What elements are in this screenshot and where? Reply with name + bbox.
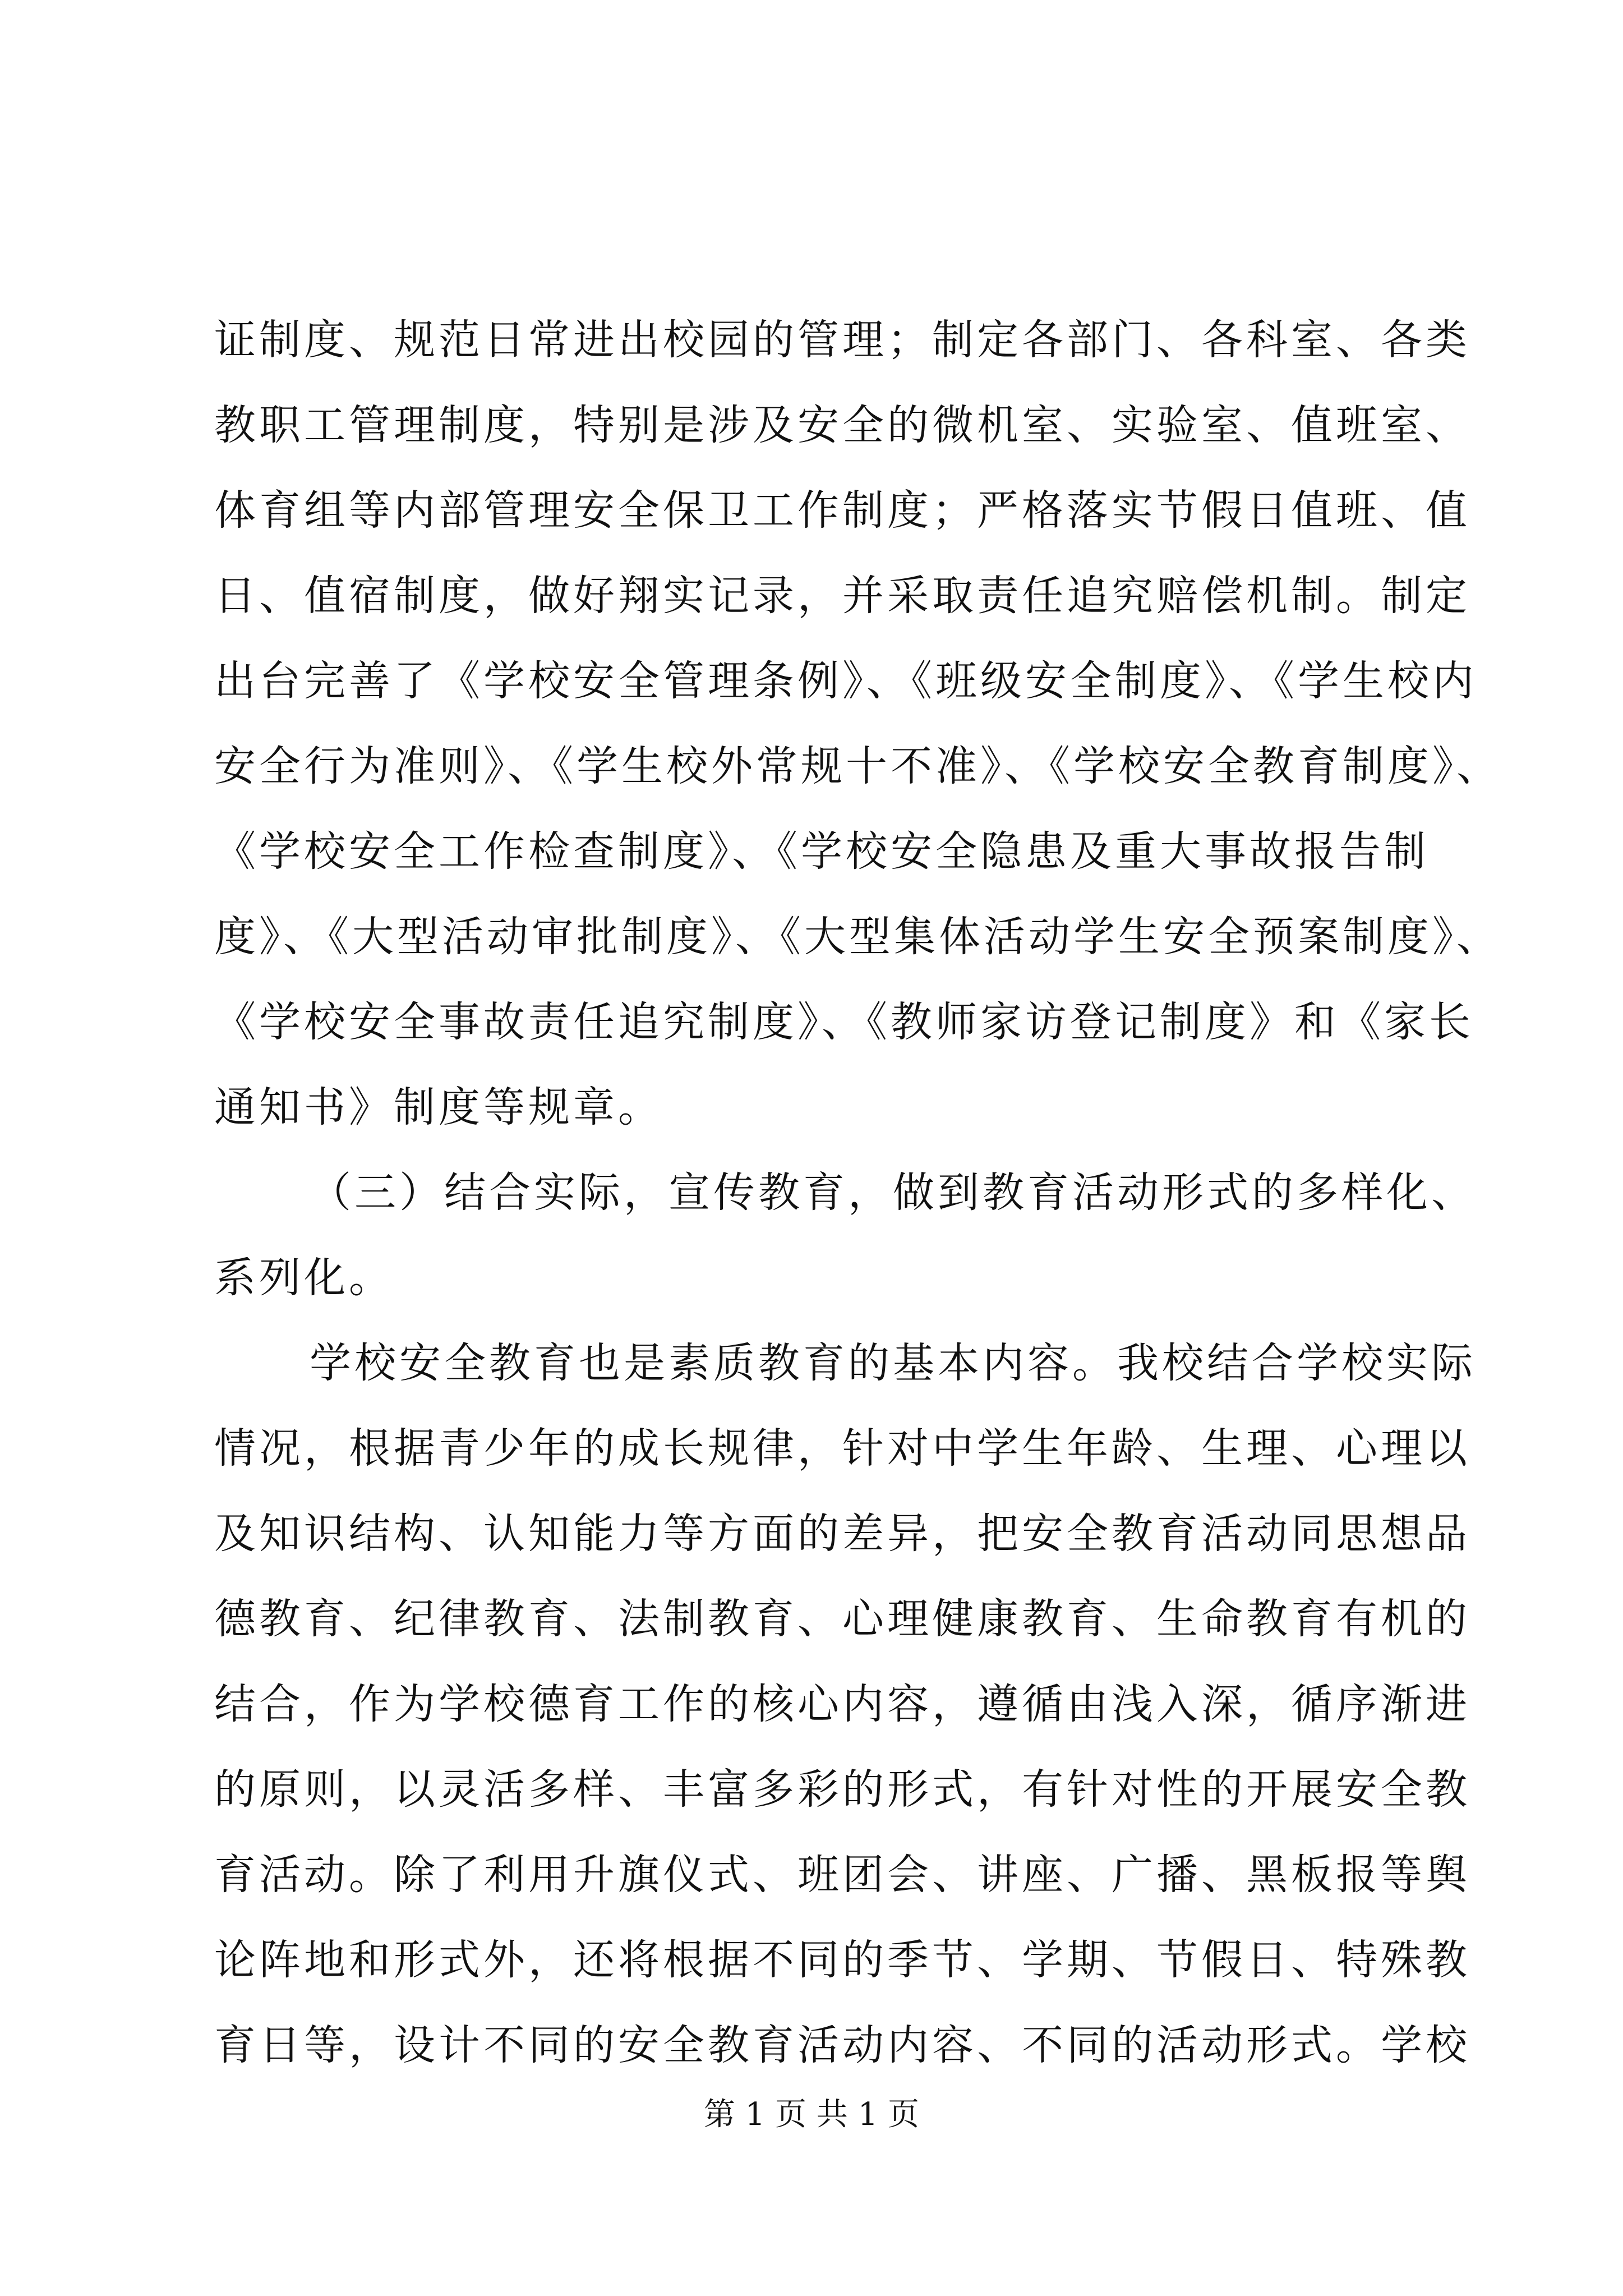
text-line: 证制度、规范日常进出校园的管理；制定各部门、各科室、各类 bbox=[214, 316, 1470, 364]
text-line: 体育组等内部管理安全保卫工作制度；严格落实节假日值班、值 bbox=[214, 486, 1470, 535]
document-body bbox=[214, 297, 1501, 2088]
text-line: 日、值宿制度，做好翔实记录，并采取责任追究赔偿机制。制定 bbox=[214, 572, 1470, 620]
text-line: 度》、《大型活动审批制度》、《大型集体活动学生安全预案制度》、 bbox=[214, 913, 1501, 961]
text-line: 结合，作为学校德育工作的核心内容，遵循由浅入深，循序渐进 bbox=[214, 1680, 1470, 1728]
text-line: 《学校安全工作检查制度》、《学校安全隐患及重大事故报告制 bbox=[214, 827, 1429, 876]
section-heading-line: （三）结合实际，宣传教育，做到教育活动形式的多样化、 bbox=[310, 1168, 1476, 1217]
text-line: 《学校安全事故责任追究制度》、《教师家访登记制度》和《家长 bbox=[214, 998, 1474, 1046]
text-line: 的原则，以灵活多样、丰富多彩的形式，有针对性的开展安全教 bbox=[214, 1765, 1470, 1814]
text-line: 教职工管理制度，特别是涉及安全的微机室、实验室、值班室、 bbox=[214, 401, 1470, 449]
text-line: 通知书》制度等规章。 bbox=[214, 1083, 663, 1131]
text-line: 育日等，设计不同的安全教育活动内容、不同的活动形式。学校 bbox=[214, 2021, 1470, 2069]
text-line: 论阵地和形式外，还将根据不同的季节、学期、节假日、特殊教 bbox=[214, 1936, 1470, 1984]
paragraph-start-line: 学校安全教育也是素质教育的基本内容。我校结合学校实际 bbox=[310, 1339, 1476, 1387]
text-line: 情况，根据青少年的成长规律，针对中学生年龄、生理、心理以 bbox=[214, 1424, 1470, 1473]
section-heading-line: 系列化。 bbox=[214, 1254, 394, 1302]
text-line: 及知识结构、认知能力等方面的差异，把安全教育活动同思想品 bbox=[214, 1510, 1470, 1558]
text-line: 安全行为准则》、《学生校外常规十不准》、《学校安全教育制度》、 bbox=[214, 742, 1501, 790]
page-number-footer: 第 1 页 共 1 页 bbox=[703, 2096, 920, 2133]
text-line: 育活动。除了利用升旗仪式、班团会、讲座、广播、黑板报等舆 bbox=[214, 1851, 1470, 1899]
text-line: 德教育、纪律教育、法制教育、心理健康教育、生命教育有机的 bbox=[214, 1595, 1470, 1643]
text-line: 出台完善了《学校安全管理条例》、《班级安全制度》、《学生校内 bbox=[214, 657, 1477, 705]
